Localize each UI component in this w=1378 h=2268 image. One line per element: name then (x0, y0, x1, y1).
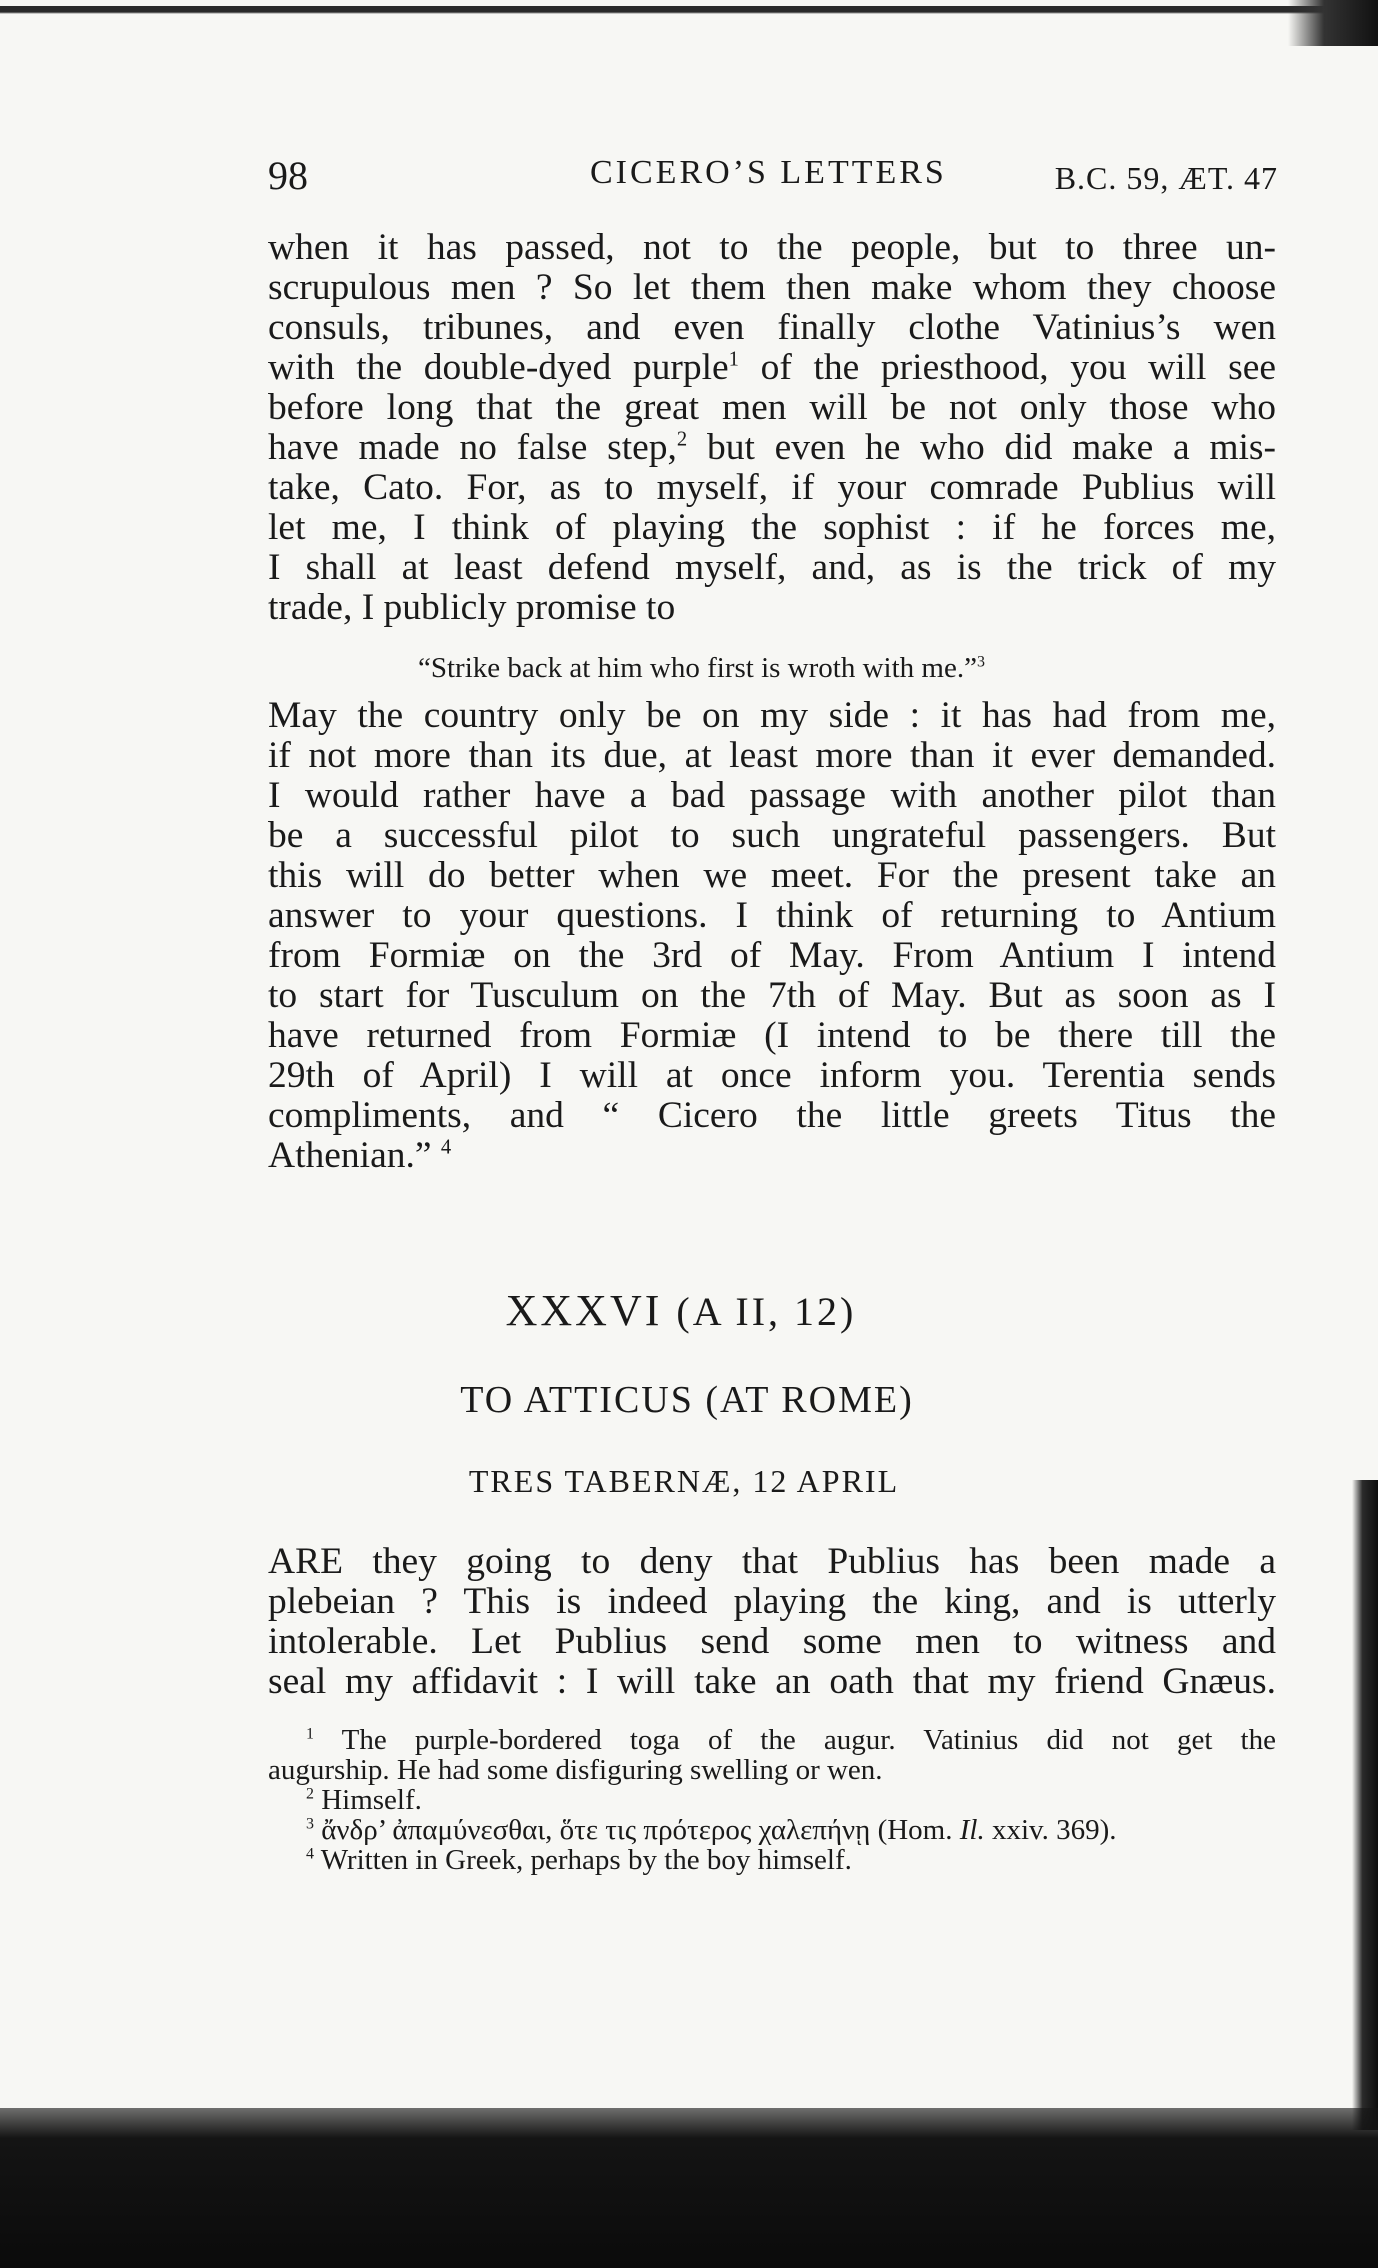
letter-number (0, 1285, 1370, 1336)
footnote-number: 1 (306, 1725, 314, 1743)
running-date: B.C. 59, ÆT. 47 (1054, 160, 1278, 196)
text-line: 29th of April) I will at once inform you. Terentia sends (268, 1055, 1276, 1096)
text-fragment: of the priesthood, you will see (760, 347, 1276, 388)
footnote-text: Himself. (321, 1784, 422, 1816)
footnote-mark: 2 (676, 428, 688, 451)
footnote-4 (268, 1845, 1276, 1875)
quote-text: “Strike back at him who first is wroth with me.” (418, 652, 977, 684)
footnote-number: 3 (306, 1815, 314, 1833)
footnote-3 (268, 1815, 1276, 1845)
page-number: 98 (268, 153, 308, 198)
text-line: answer to your questions. I think of returning to Antium (268, 895, 1276, 936)
top-corner-shadow (1288, 0, 1378, 46)
text-line (268, 1136, 1276, 1176)
footnote-text: Written in Greek, perhaps by the boy himself. (320, 1844, 852, 1876)
text-fragment: Athenian.” (268, 1135, 432, 1176)
letter-reference: (A II, 12) (676, 1289, 857, 1334)
text-line: scrupulous men ? So let them then make whom they choose (268, 267, 1276, 308)
footnote-number: 4 (306, 1845, 314, 1863)
text-line: ARE they going to deny that Publius has been made a (268, 1541, 1276, 1582)
homer-quotation (418, 652, 985, 685)
footnote-text: ἄνδρ’ ἀπαμύνεσθαι, ὅτε τις πρότερος χαλεπήνῃ (Hom. (321, 1814, 953, 1846)
text-fragment: have made no false step, (268, 427, 677, 468)
text-line: this will do better when we meet. For the present take an (268, 855, 1276, 896)
text-fragment: with the double-dyed purple (268, 347, 729, 388)
text-line: have returned from Formiæ (I intend to be there till the (268, 1015, 1276, 1056)
top-scan-edge (0, 0, 1378, 26)
text-line: trade, I publicly promise to (268, 587, 676, 628)
text-line: take, Cato. For, as to myself, if your comrade Publius will (268, 467, 1276, 508)
footnote-1 (268, 1725, 1276, 1755)
text-line: if not more than its due, at least more than it ever demanded. (268, 735, 1276, 776)
footnote-number: 2 (306, 1785, 314, 1803)
running-title: CICERO’S LETTERS (590, 154, 947, 191)
footnote-text: The purple-bordered toga of the augur. Vatinius did not get the (341, 1724, 1276, 1756)
footnote-text: xxiv. 369). (991, 1814, 1117, 1846)
text-line: plebeian ? This is indeed playing the king, and is utterly (268, 1581, 1276, 1622)
text-line: be a successful pilot to such ungrateful passengers. But (268, 815, 1276, 856)
text-fragment: but even he who did make a mis- (706, 427, 1277, 468)
footnote-mark: 3 (976, 653, 985, 671)
text-line: compliments, and “ Cicero the little greets Titus the (268, 1095, 1276, 1136)
paragraph-second (268, 696, 1276, 1176)
footnote-mark: 4 (440, 1136, 452, 1159)
letter-recipient: TO ATTICUS (AT ROME) (460, 1379, 914, 1421)
footnote-2 (268, 1785, 1276, 1815)
text-line: from Formiæ on the 3rd of May. From Antium I intend (268, 935, 1276, 976)
text-line: I would rather have a bad passage with another pilot than (268, 775, 1276, 816)
text-line: to start for Tusculum on the 7th of May. But as soon as I (268, 975, 1276, 1016)
bottom-scan-shadow (0, 2108, 1378, 2268)
text-line (268, 348, 1276, 388)
text-line: let me, I think of playing the sophist : if he forces me, (268, 507, 1276, 548)
right-scan-edge (1352, 1480, 1378, 2130)
text-line: May the country only be on my side : it has had from me, (268, 695, 1276, 736)
footnote-1-cont: augurship. He had some disfiguring swelling or wen. (268, 1754, 883, 1786)
text-line: seal my affidavit : I will take an oath that my friend Gnæus. (268, 1661, 1276, 1702)
paragraph-opening (268, 228, 1276, 628)
footnotes (268, 1725, 1276, 1875)
text-line: intolerable. Let Publius send some men to witness and (268, 1621, 1276, 1662)
text-line: when it has passed, not to the people, but to three un- (268, 227, 1276, 268)
letter-numeral: XXXVI (505, 1286, 663, 1335)
text-line (268, 428, 1276, 468)
letter-paragraph (268, 1542, 1276, 1702)
text-line: before long that the great men will be not only those who (268, 387, 1276, 428)
text-line: I shall at least defend myself, and, as is the trick of my (268, 547, 1276, 588)
running-head (268, 152, 1278, 202)
letter-place-date: TRES TABERNÆ, 12 APRIL (468, 1463, 900, 1499)
text-line: consuls, tribunes, and even finally clothe Vatinius’s wen (268, 307, 1276, 348)
footnote-mark: 1 (728, 348, 739, 371)
footnote-italic: Il. (959, 1814, 985, 1846)
